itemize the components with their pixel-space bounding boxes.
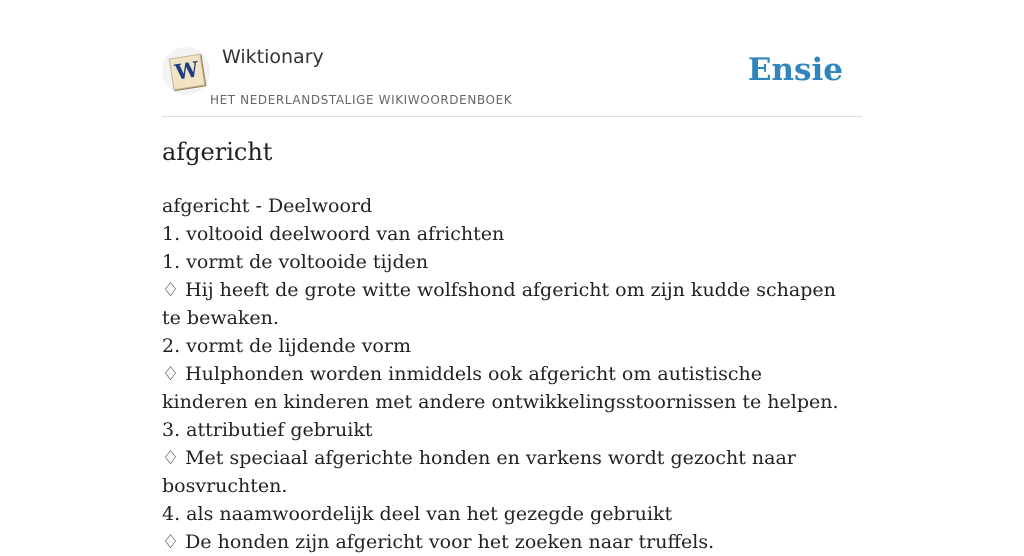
example-1: ♢ Hij heeft de grote witte wolfshond afgericht om zijn kudde schapen te bewaken. [162, 279, 836, 329]
ensie-brand-link[interactable]: Ensie [747, 52, 843, 88]
example-2: ♢ Hulphonden worden inmiddels ook afgericht om autistische kinderen en kinderen met andere ontwikkelingsstoornissen te helpen. [162, 363, 839, 413]
logo-letter: W [173, 56, 201, 85]
logo-tile [169, 54, 206, 91]
sense-1: 1. voltooid deelwoord van africhten [162, 223, 505, 245]
subsense-1: 1. vormt de voltooide tijden [162, 251, 429, 273]
example-3: ♢ Met speciaal afgerichte honden en varkens wordt gezocht naar bosvruchten. [162, 447, 796, 497]
wiktionary-logo-icon[interactable] [162, 47, 210, 95]
page-title: afgericht [162, 138, 273, 166]
subsense-2: 2. vormt de lijdende vorm [162, 335, 411, 357]
subsense-4: 4. als naamwoordelijk deel van het gezegde gebruikt [162, 503, 673, 525]
example-4: ♢ De honden zijn afgericht voor het zoeken naar truffels. [162, 531, 715, 553]
definition-heading: afgericht - Deelwoord [162, 195, 373, 217]
definition-body [162, 192, 852, 556]
site-tagline: HET NEDERLANDSTALIGE WIKIWOORDENBOEK [210, 93, 513, 107]
site-title[interactable]: Wiktionary [222, 46, 324, 68]
subsense-3: 3. attributief gebruikt [162, 419, 373, 441]
site-header [162, 40, 862, 117]
